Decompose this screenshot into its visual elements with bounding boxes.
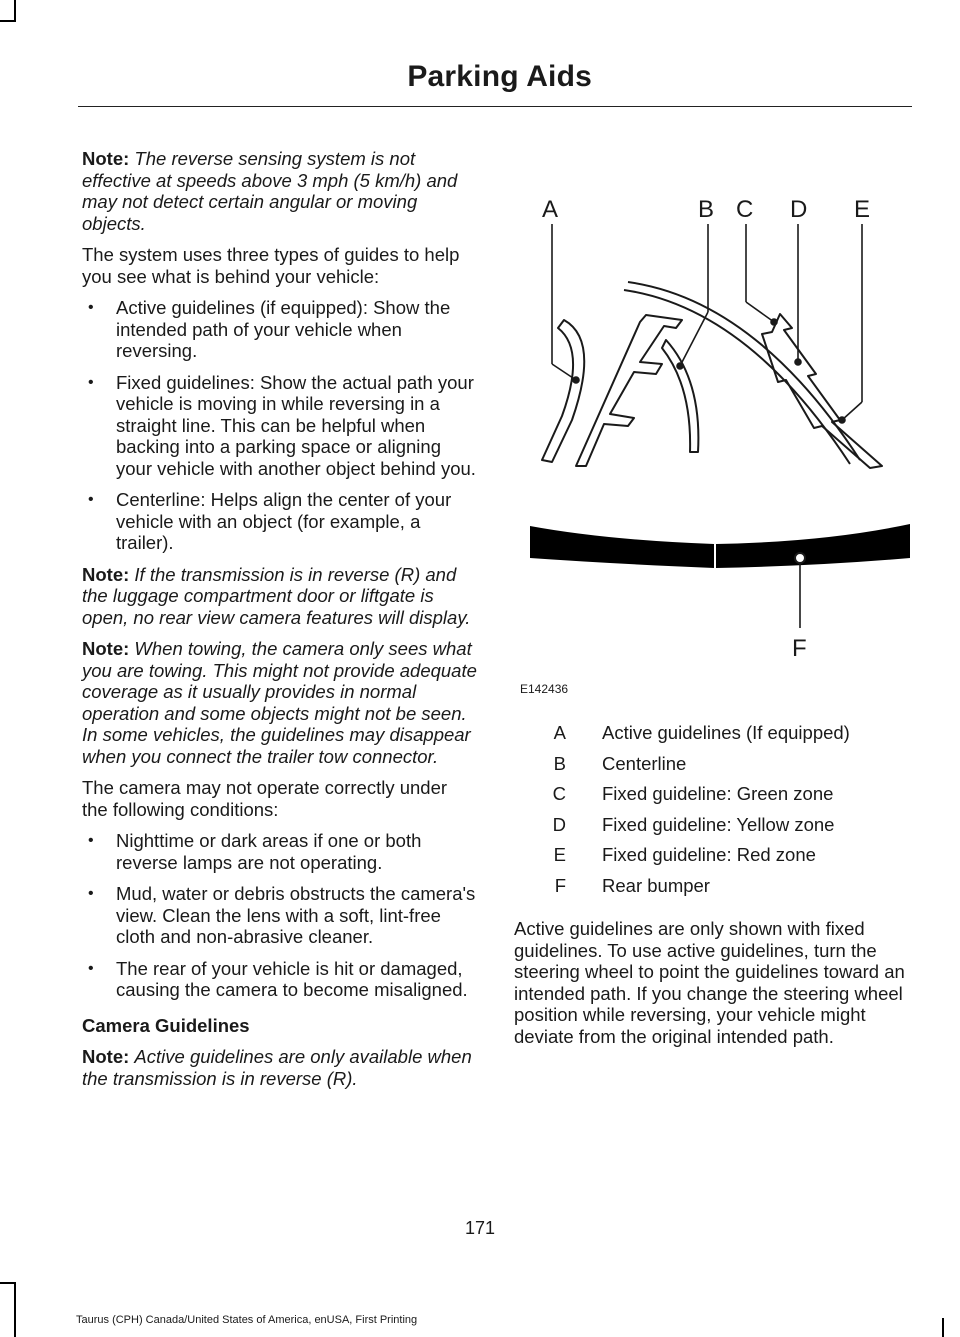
legend-letter: D bbox=[552, 813, 566, 835]
legend-text: Fixed guideline: Green zone bbox=[602, 783, 834, 804]
list-item: • Mud, water or debris obstructs the camera's view. Clean the lens with a soft, lint-free cloth and non-abrasive cleaner. bbox=[82, 883, 477, 948]
list-item: • Active guidelines (if equipped): Show the intended path of your vehicle when reversing. bbox=[82, 297, 477, 362]
note-transmission bbox=[82, 564, 477, 629]
legend-letter: F bbox=[554, 874, 566, 896]
leader-line-b-h bbox=[680, 312, 708, 366]
section-heading: Camera Guidelines bbox=[82, 1014, 250, 1036]
centerline-arc bbox=[628, 282, 860, 460]
crop-mark bbox=[0, 1282, 16, 1284]
leader-dot-b bbox=[677, 363, 683, 369]
rear-bumper-shape-right bbox=[716, 524, 910, 568]
note-towing bbox=[82, 638, 477, 767]
legend-text: Fixed guideline: Red zone bbox=[602, 844, 816, 865]
page-number: 171 bbox=[464, 1218, 496, 1238]
note-active-guidelines bbox=[82, 1046, 477, 1089]
legend-row bbox=[540, 783, 920, 814]
list-item: • Nighttime or dark areas if one or both reverse lamps are not operating. bbox=[82, 830, 477, 873]
fixed-guideline-right bbox=[762, 314, 882, 468]
figure-label-a: A bbox=[542, 196, 559, 223]
camera-guidelines-figure bbox=[516, 180, 916, 700]
header-divider bbox=[78, 106, 912, 107]
list-item: • Fixed guidelines: Show the actual path your vehicle is moving in while reversing in a straight line. This can be helpful when backing into a parking space or aligning your vehicle with another object behind you. bbox=[82, 372, 477, 480]
leader-dot-a bbox=[573, 377, 579, 383]
list-item: • Centerline: Helps align the center of your vehicle with an object (for example, a trailer). bbox=[82, 489, 477, 554]
note-label: Note: bbox=[82, 563, 130, 585]
legend-letter: B bbox=[553, 752, 566, 774]
leader-dot-c bbox=[771, 319, 777, 325]
figure-label-f: F bbox=[792, 635, 807, 662]
crop-mark bbox=[0, 20, 16, 22]
list-item: • The rear of your vehicle is hit or damaged, causing the camera to become misaligned. bbox=[82, 958, 477, 1001]
figure-label-c: C bbox=[736, 196, 754, 223]
note-text: If the transmission is in reverse (R) and the luggage compartment door or liftgate is open, no rear view camera features will display. bbox=[82, 563, 471, 628]
legend-text: Centerline bbox=[602, 752, 687, 774]
guides-list bbox=[82, 297, 477, 554]
crop-mark bbox=[942, 1318, 944, 1337]
note-text: Active guidelines are only available when the transmission is in reverse (R). bbox=[82, 1046, 472, 1089]
crop-mark bbox=[14, 0, 16, 20]
legend-row bbox=[540, 875, 920, 906]
leader-dot-f bbox=[795, 553, 805, 563]
leader-line-c-h bbox=[746, 302, 774, 322]
leader-dot-e bbox=[839, 417, 845, 423]
active-guidelines-paragraph: Active guidelines are only shown with fixed guidelines. To use active guidelines, turn the steering wheel to point the guidelines toward an intended path. If you change the steering wheel position while reversing, your vehicle might deviate from the original intended path. bbox=[514, 918, 905, 1047]
leader-line-e-h bbox=[842, 402, 862, 420]
note-text: The reverse sensing system is not effective at speeds above 3 mph (5 km/h) and may not detect certain angular or moving objects. bbox=[82, 148, 458, 234]
footer-text: Taurus (CPH) Canada/United States of America, enUSA, First Printing bbox=[76, 1314, 418, 1326]
legend-row bbox=[540, 722, 920, 753]
active-guideline-inner bbox=[662, 340, 698, 452]
figure-code: E142436 bbox=[520, 682, 569, 696]
conditions-list bbox=[82, 830, 477, 1001]
page-title: Parking Aids bbox=[407, 60, 592, 93]
guidelines-illustration bbox=[516, 180, 916, 680]
legend-row bbox=[540, 753, 920, 784]
note-label: Note: bbox=[82, 148, 130, 169]
legend-letter: A bbox=[553, 722, 566, 743]
conditions-intro: The camera may not operate correctly under the following conditions: bbox=[82, 777, 448, 820]
legend-text: Active guidelines (If equipped) bbox=[602, 722, 850, 743]
legend-letter: C bbox=[552, 783, 566, 804]
figure-legend bbox=[540, 722, 920, 905]
figure-label-e: E bbox=[854, 196, 871, 223]
guides-intro: The system uses three types of guides to help you see what is behind your vehicle: bbox=[82, 244, 460, 287]
figure-label-b: B bbox=[698, 196, 715, 223]
note-text: When towing, the camera only sees what you are towing. This might not provide adequate coverage as it usually provides in normal operation and some objects might not be seen. In some vehicles, the guidelines may disappear when you connect the trailer tow connector. bbox=[82, 638, 477, 767]
active-guideline-shape bbox=[542, 320, 584, 462]
note-label: Note: bbox=[82, 1046, 130, 1067]
fixed-guideline-left bbox=[576, 315, 682, 466]
legend-row bbox=[540, 844, 920, 875]
legend-letter: E bbox=[553, 844, 566, 865]
figure-label-d: D bbox=[790, 196, 808, 223]
crop-mark bbox=[14, 1282, 16, 1337]
rear-bumper-shape bbox=[530, 526, 714, 568]
leader-dot-d bbox=[795, 359, 801, 365]
legend-text: Rear bumper bbox=[602, 874, 710, 896]
legend-text: Fixed guideline: Yellow zone bbox=[602, 813, 835, 835]
left-column bbox=[82, 148, 477, 1099]
legend-row bbox=[540, 814, 920, 845]
note-label: Note: bbox=[82, 638, 130, 659]
note-reverse-sensing bbox=[82, 148, 477, 234]
